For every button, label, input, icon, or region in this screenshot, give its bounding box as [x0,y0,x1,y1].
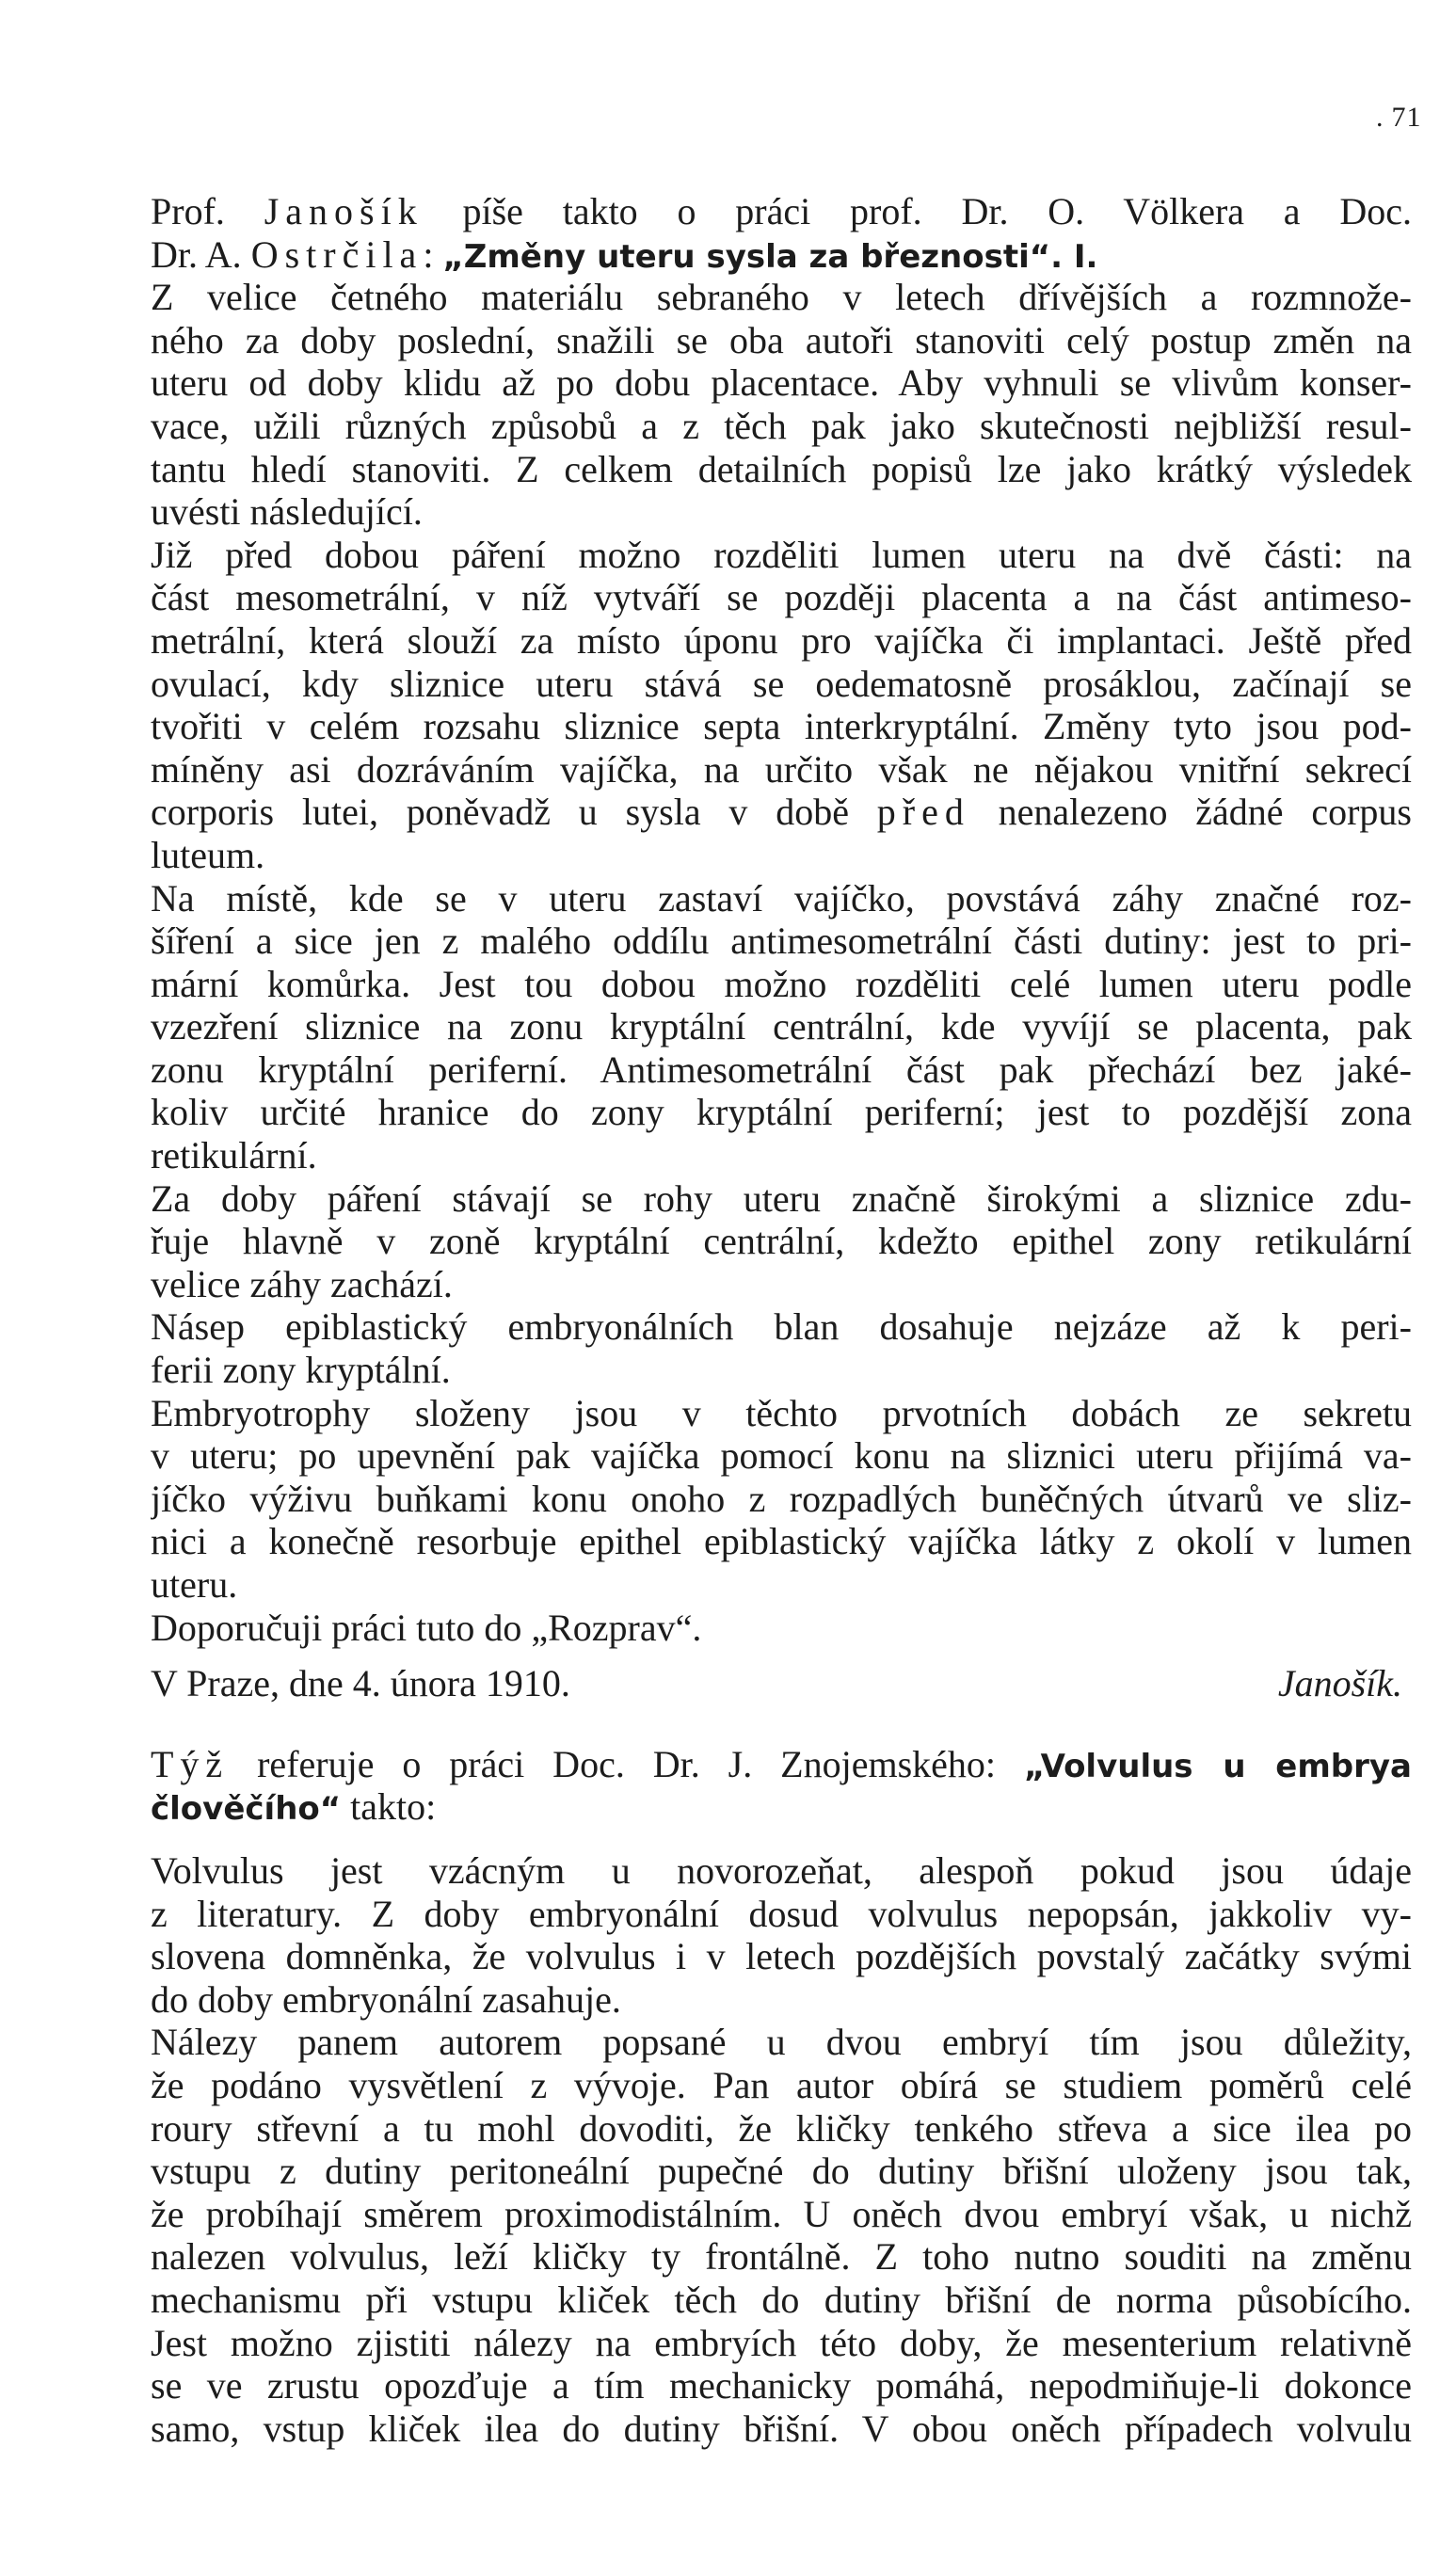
text-line: ferii zony kryptální. [151,1349,451,1392]
text-line: tantu hledí stanoviti. Z celkem detailních popisů lze jako krátký výsledek [151,447,1412,490]
text-line: uteru. [151,1563,238,1606]
text-line: uvésti následující. [151,490,423,534]
text-line: vzezření sliznice na zonu kryptální centrální, kde vyvíjí se placenta, pak [151,1005,1412,1048]
date: V Praze, dne 4. února 1910. [151,1662,570,1705]
text-line: v uteru; po upevnění pak vajíčka pomocí konu na sliznici uteru přijímá va- [151,1434,1412,1478]
text-line: mechanismu při vstupu kliček těch do dutiny břišní de norma působícího. [151,2278,1412,2321]
paper-title: člověčího“ [151,1790,342,1829]
text-line: Na místě, kde se v uteru zastaví vajíčko, povstává záhy značné roz- [151,876,1412,920]
text-line: nalezen volvulus, leží kličky ty frontálně. Z toho nutno souditi na změnu [151,2235,1412,2279]
text-column [151,190,1412,2450]
text-line: šíření a sice jen z malého oddílu antimesometrální části dutiny: jest to pri- [151,920,1412,963]
text-line: tvořiti v celém rozsahu sliznice septa interkryptální. Změny tyto jsou pod- [151,705,1412,748]
text-line: část mesometrální, v níž vytváří se později placenta a na část antimeso- [151,576,1412,619]
report2-intro-line-2: člověčího“ takto: [151,1785,437,1829]
text-line: do doby embryonální zasahuje. [151,1977,621,2021]
report2-intro-line: Týž referuje o práci Doc. Dr. J. Znojemského: „Volvulus u embrya [151,1742,1412,1785]
text-line: vace, užili různých způsobů a z těch pak jako skutečnosti nejbližší resul- [151,404,1412,447]
text-line: Již před dobou páření možno rozděliti lumen uteru na dvě části: na [151,533,1412,576]
text-line: zonu kryptální periferní. Antimesometrální část pak přechází bez jaké- [151,1048,1412,1091]
text-line: ného za doby poslední, snažili se oba autoři stanoviti celý postup změn na [151,318,1412,361]
text-line: ovulací, kdy sliznice uteru stává se oedematosně prosáklou, začínají se [151,662,1412,705]
text-line: Za doby páření stávají se rohy uteru značně širokými a sliznice zdu- [151,1176,1412,1220]
text-line: že podáno vysvětlení z vývoje. Pan autor obírá se studiem poměrů celé [151,2063,1412,2106]
author-name-spaced: Týž [151,1742,230,1785]
text-line: uteru od doby klidu až po dobu placentace. Aby vyhnuli se vlivům konser- [151,361,1412,405]
text-line: jíčko výživu buňkami konu onoho z rozpadlých buněčných útvarů ve sliz- [151,1477,1412,1520]
text-line: Z velice četného materiálu sebraného v letech dřívějších a rozmnože- [151,276,1412,319]
text-line: vstupu z dutiny peritoneální pupečné do dutiny břišní uloženy jsou tak, [151,2150,1412,2193]
paper-title: „Volvulus u embrya [1023,1747,1412,1785]
text-line: roury střevní a tu mohl dovoditi, že kličky tenkého střeva a sice ilea po [151,2106,1412,2150]
text-line: se ve zrustu opozďuje a tím mechanicky pomáhá, nepodmiňuje-li dokonce [151,2364,1412,2407]
text-line: mární komůrka. Jest tou dobou možno rozděliti celé lumen uteru podle [151,962,1412,1005]
text-line: velice záhy zachází. [151,1262,453,1305]
paper-title: „Změny uteru sysla za březnosti“. I. [442,237,1098,276]
text-line: corporis lutei, poněvadž u sysla v době před nenalezeno žádné corpus [151,791,1412,834]
text-line: míněny asi dozráváním vajíčka, na určito však ne nějakou vnitřní sekrecí [151,747,1412,791]
text-line: Volvulus jest vzácným u novorozeňat, alespoň pokud jsou údaje [151,1848,1412,1892]
signature: Janošík. [1277,1662,1402,1705]
text-line: koliv určité hranice do zony kryptální periferní; jest to pozdější zona [151,1091,1412,1134]
text-line: Nálezy panem autorem popsané u dvou embryí tím jsou důležity, [151,2021,1412,2064]
text-line: samo, vstup kliček ilea do dutiny břišní. V obou oněch případech volvulu [151,2407,1412,2450]
author-name-spaced: Janošík [264,190,424,232]
text-line: slovena domněnka, že volvulus i v letech pozdějších povstalý začátky svými [151,1935,1412,1978]
author-name-spaced: Ostrčila [250,232,424,276]
text-line: že probíhají směrem proximodistálním. U oněch dvou embryí však, u nichž [151,2192,1412,2235]
report1-line-2: Dr. A. Ostrčila: „Změny uteru sysla za březnosti“. I. [151,232,1098,276]
text-line: Jest možno zjistiti nálezy na embryích této doby, že mesenterium relativně [151,2321,1412,2364]
spaced-word: před [876,791,970,834]
text-line: řuje hlavně v zoně kryptální centrální, kdežto epithel zony retikulární [151,1220,1412,1263]
section-gap [151,1705,1412,1743]
date-signature-line [151,1662,1412,1705]
text-line: Násep epiblastický embryonálních blan dosahuje nejzáze až k peri- [151,1305,1412,1349]
report1-line-1: Prof. Janošík píše takto o práci prof. Dr. O. Völkera a Doc. [151,190,1412,232]
text-line: z literatury. Z doby embryonální dosud volvulus nepopsán, jakkoliv vy- [151,1892,1412,1935]
text-line: luteum. [151,833,265,876]
text-line: Embryotrophy složeny jsou v těchto prvotních dobách ze sekretu [151,1391,1412,1434]
text-line: nici a konečně resorbuje epithel epiblastický vajíčka látky z okolí v lumen [151,1520,1412,1563]
text-line: metrální, která slouží za místo úponu pro vajíčka či implantaci. Ještě před [151,618,1412,662]
recommendation-line: Doporučuji práci tuto do „Rozprav“. [151,1606,702,1649]
text-line: retikulární. [151,1134,317,1177]
page-number: . 71 [1376,102,1422,133]
